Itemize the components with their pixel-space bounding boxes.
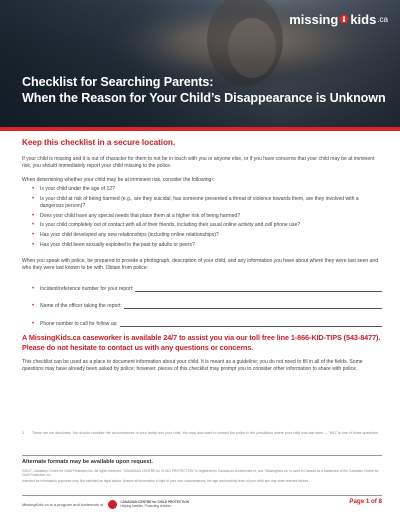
title-line-1: Checklist for Searching Parents: xyxy=(22,75,214,89)
field-incident-number xyxy=(32,279,382,292)
logo-kids-mark-icon xyxy=(339,14,349,24)
logo-missing: missing xyxy=(289,11,339,27)
incident-number-input[interactable] xyxy=(135,287,382,292)
program-text: MissingKids.ca is a program and trademark of xyxy=(22,502,104,507)
footnote xyxy=(22,431,382,436)
bottom-divider xyxy=(22,495,382,496)
criteria-intro: When determining whether your child may be at imminent risk, consider the following¹: xyxy=(22,176,215,183)
footnote-text: These are not absolutes. You should consider the circumstances of your family and your child. You may also want to contact the police in the jurisdiction where your child was last seen — "KID" is one of those questions. xyxy=(32,431,379,435)
caseworker-callout: A MissingKids.ca caseworker is available 24/7 to assist you via our toll free line 1-866-KID-TIPS (543-8477). Please do not hesitate to contact us with any questions or concerns. xyxy=(22,332,381,352)
intro-paragraph: If your child is missing and it is out of character for them to not be in touch with you or anyone else, or if you have concerns that your child may be at imminent risk, you should immediately report your child missing to the police. xyxy=(22,156,375,170)
c3p-logo-icon xyxy=(108,500,117,509)
list-item: • Has your child developed any new relationships (including online relationships)? xyxy=(32,232,382,239)
c3p-tagline: Helping families. Protecting children. xyxy=(120,503,172,508)
risk-criteria-list xyxy=(32,186,382,249)
logo-ca: .ca xyxy=(377,14,388,24)
field-follow-up-phone xyxy=(32,314,382,327)
header-banner xyxy=(0,0,400,127)
footnote-number: 1 xyxy=(22,431,25,435)
title-line-2: When the Reason for Your Child’s Disappearance is Unknown xyxy=(22,91,386,105)
police-info-fields xyxy=(32,279,382,327)
logo-kids: kids xyxy=(350,11,377,27)
list-item: • Is your child under the age of 12? xyxy=(32,186,382,193)
page-title xyxy=(22,74,392,106)
c3p-name: CANADIAN CENTRE for CHILD PROTECTION xyxy=(120,499,189,504)
field-label: • Name of the officer taking the report: xyxy=(40,303,122,310)
header-divider xyxy=(0,127,400,131)
main-content xyxy=(22,138,382,373)
missingkids-logo[interactable] xyxy=(289,9,388,29)
police-intro: When you speak with police, be prepared to provide a photograph, description of your child, and any information you have about where they were last seen and who they were last known to be with. Obtain from police: xyxy=(22,257,379,272)
program-credit xyxy=(22,500,189,509)
follow-up-phone-input[interactable] xyxy=(120,322,382,327)
c3p-logo[interactable] xyxy=(108,500,189,509)
list-item: • Is your child completely out of contact with all of their friends, including their usual online activity and cell phone use? xyxy=(32,222,382,229)
disclaimer-text: Intended for information purposes only. Not intended as legal advice. Assess all information in light of your own circumstances, the age and maturity level of your child and any other relevant factors. xyxy=(22,479,310,484)
list-item: • Does your child have any special needs that place them at a higher risk of being harmed? xyxy=(32,213,382,220)
page-number: Page 1 of 8 xyxy=(349,498,382,505)
keep-heading: Keep this checklist in a secure location. xyxy=(22,138,176,147)
alternate-formats-note: Alternate formats may be available upon request. xyxy=(22,459,153,465)
officer-name-input[interactable] xyxy=(124,304,382,309)
footer-divider xyxy=(22,455,382,456)
legal-text xyxy=(22,469,382,484)
field-officer-name xyxy=(32,296,382,309)
copyright-text: ©2017, Canadian Centre for Child Protection Inc. All rights reserved. "CANADIAN CENTRE for CHILD PROTECTION" is registered in Canada as a trademark of, and "MissingKids.ca" is used in Canada as a trademark of the Canadian Centre for Child Protection Inc. xyxy=(22,469,379,478)
field-label: • Incident/reference number for your report: xyxy=(40,285,134,292)
closing-paragraph: This checklist can be used as a place to document information about your child. It is meant as a guideline; you do not need to fill in all of the fields. Some questions may have already been asked by police; however, pieces of this checklist may prompt you to consider other information to share with police. xyxy=(22,358,363,372)
list-item: • Has your child been sexually exploited in the past by adults or peers? xyxy=(32,242,382,249)
list-item: • Is your child at risk of being harmed (e.g., are they suicidal, has someone presented a threat of violence towards them, are they involved with a dangerous person)? xyxy=(32,196,382,211)
field-label: • Phone number to call for follow up: xyxy=(40,320,118,327)
